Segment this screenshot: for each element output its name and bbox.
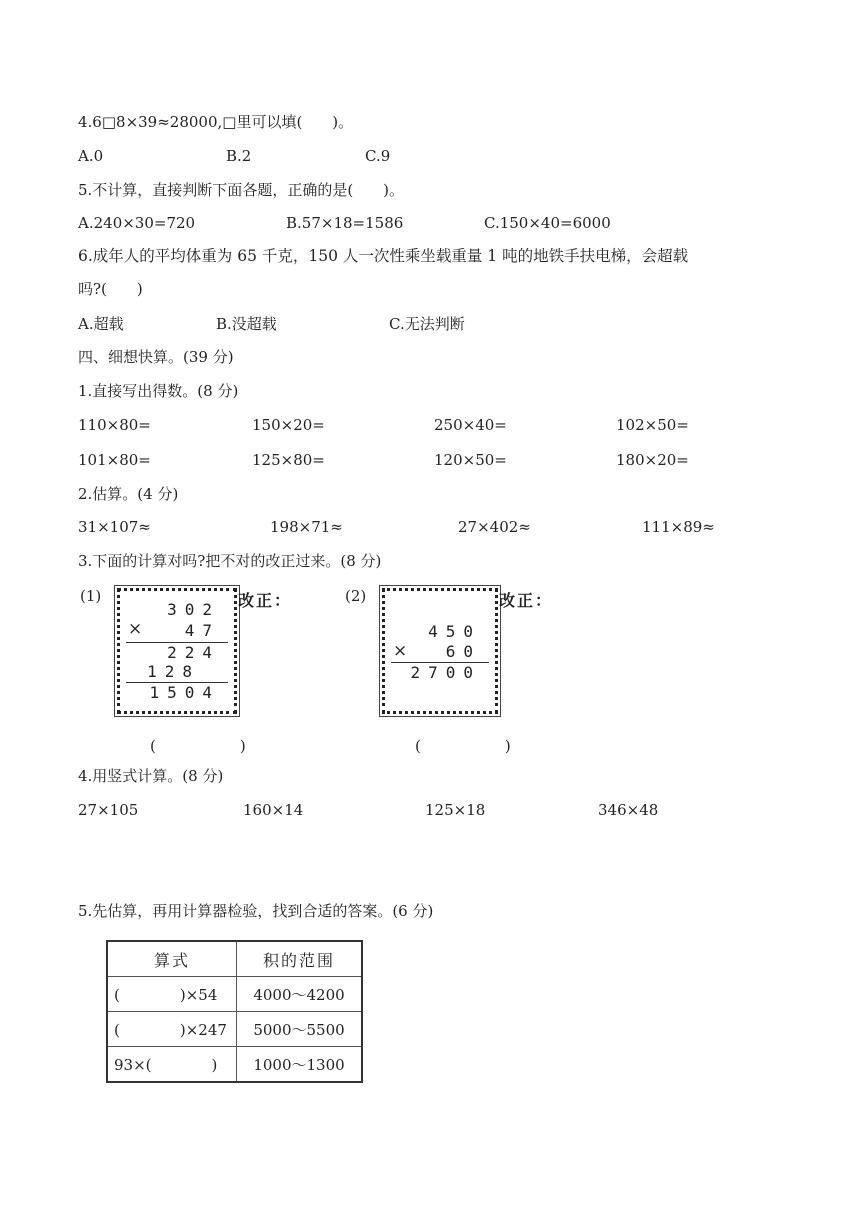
part2-title: 2.估算。(4 分): [78, 485, 179, 503]
part4-item: 27×105: [78, 801, 139, 819]
calc1-tag: (1): [80, 587, 102, 605]
calc2-times-sign: ×: [393, 641, 408, 661]
part1-item: 250×40=: [434, 416, 507, 434]
q6-option-c: C.无法判断: [389, 315, 465, 333]
expression-cell: 93×( ): [107, 1047, 237, 1083]
calc1-product: 1504: [149, 683, 220, 702]
part1-item: 101×80=: [78, 451, 151, 469]
q4-question: 4.6□8×39≈28000,□里可以填( )。: [78, 113, 354, 131]
calc2-product: 2700: [410, 663, 481, 682]
range-cell: 1000～1300: [237, 1047, 363, 1083]
calc2-multiplier: 60: [445, 642, 481, 661]
expression-cell: ( )×54: [107, 977, 237, 1012]
part2-item: 111×89≈: [642, 518, 715, 536]
table-row: [107, 1047, 362, 1083]
q6-question-line2: 吗?( ): [78, 280, 143, 298]
q6-option-a: A.超载: [78, 315, 124, 333]
table-row: [107, 977, 362, 1012]
q5-option-c: C.150×40=6000: [484, 214, 611, 232]
calc2-answer-paren: ( ): [415, 737, 529, 755]
part1-item: 110×80=: [78, 416, 151, 434]
calc1-frame: [117, 588, 237, 714]
part1-item: 125×80=: [252, 451, 325, 469]
q5-question: 5.不计算，直接判断下面各题，正确的是( )。: [78, 181, 405, 199]
part5-title: 5.先估算，再用计算器检验，找到合适的答案。(6 分): [78, 902, 434, 920]
calc2-fix-label: 改正：: [499, 591, 554, 610]
part1-item: 180×20=: [616, 451, 689, 469]
table-row: [107, 1012, 362, 1047]
section-heading: 四、细想快算。(39 分): [78, 348, 234, 366]
q5-option-b: B.57×18=1586: [286, 214, 404, 232]
calc2-tag: (2): [345, 587, 367, 605]
calc1-multiplicand: 302: [167, 600, 220, 619]
range-cell: 4000～4200: [237, 977, 363, 1012]
part2-item: 31×107≈: [78, 518, 151, 536]
calc1-multiplier: 47: [184, 621, 220, 640]
q6-question-line1: 6.成年人的平均体重为 65 千克，150 人一次性乘坐载重量 1 吨的地铁手扶电梯，会超载: [78, 247, 689, 265]
part1-item: 120×50=: [434, 451, 507, 469]
part4-item: 125×18: [425, 801, 486, 819]
q4-option-c: C.9: [365, 147, 391, 165]
part4-item: 346×48: [598, 801, 659, 819]
calc1-partial-1: 224: [167, 643, 220, 662]
calc1-partial-2: 128: [147, 662, 200, 681]
range-table-header-row: [107, 941, 362, 977]
q6-option-b: B.没超载: [216, 315, 277, 333]
q5-option-a: A.240×30=720: [78, 214, 196, 232]
part1-item: 150×20=: [252, 416, 325, 434]
q4-option-b: B.2: [226, 147, 252, 165]
calc1-fix-label: 改正：: [238, 591, 293, 610]
expression-cell: ( )×247: [107, 1012, 237, 1047]
q4-option-a: A.0: [78, 147, 104, 165]
part3-title: 3.下面的计算对吗?把不对的改正过来。(8 分): [78, 552, 382, 570]
part2-item: 198×71≈: [270, 518, 343, 536]
calc1-times-sign: ×: [128, 619, 143, 639]
part1-item: 102×50=: [616, 416, 689, 434]
part4-item: 160×14: [243, 801, 304, 819]
range-table: [106, 940, 363, 1083]
calc2-frame: [382, 588, 498, 714]
part2-item: 27×402≈: [458, 518, 531, 536]
calc2-multiplicand: 450: [428, 622, 481, 641]
part4-title: 4.用竖式计算。(8 分): [78, 767, 224, 785]
calc1-answer-paren: ( ): [150, 737, 264, 755]
range-cell: 5000～5500: [237, 1012, 363, 1047]
part1-title: 1.直接写出得数。(8 分): [78, 382, 239, 400]
range-table-header: 算式: [107, 941, 237, 977]
range-table-header: 积的范围: [237, 941, 363, 977]
